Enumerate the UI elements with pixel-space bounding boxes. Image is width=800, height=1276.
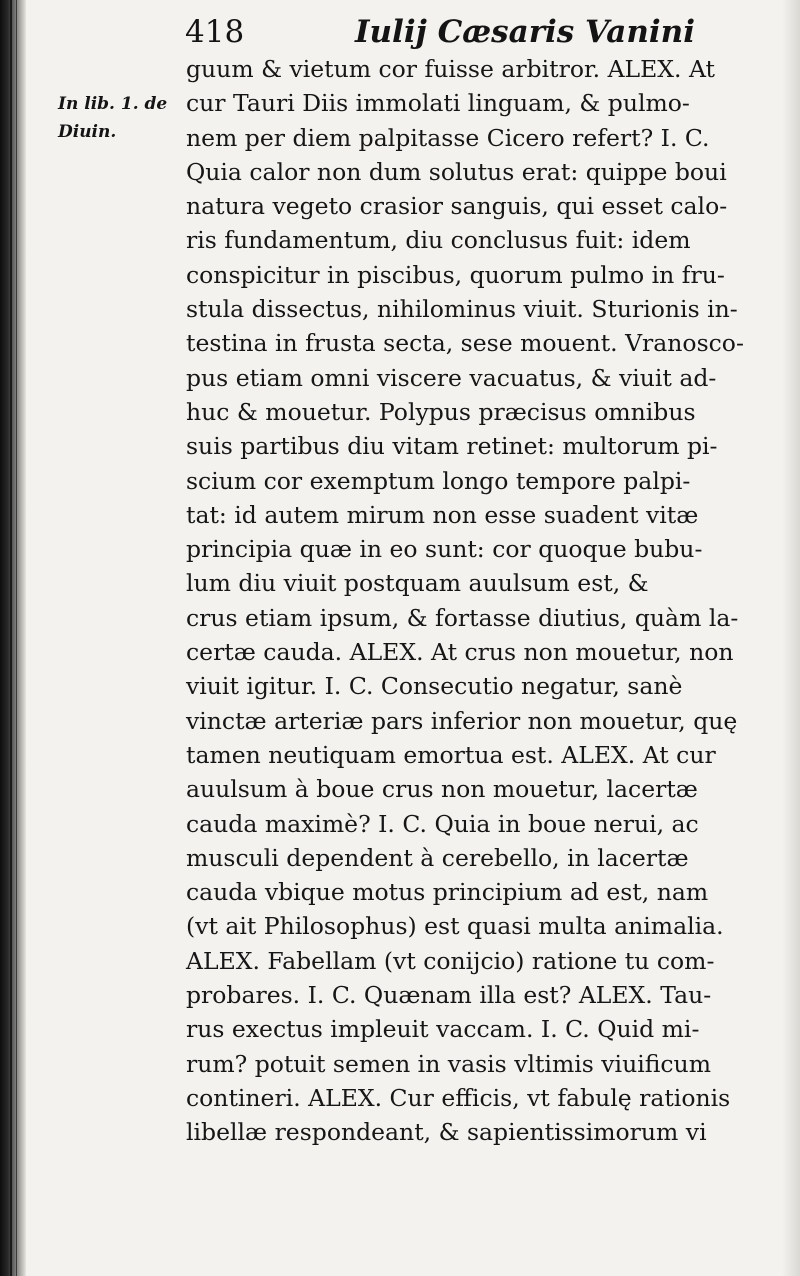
text-line: crus etiam ipsum, & fortasse diutius, quàm la- — [186, 603, 739, 632]
text-line: certæ cauda. ALEX. At crus non mouetur, non — [186, 638, 734, 667]
text-line: principia quæ in eo sunt: cor quoque bubu- — [186, 535, 703, 564]
text-line: libellæ respondeant, & sapientissimorum vi — [186, 1118, 707, 1147]
text-line: cur Tauri Diis immolati linguam, & pulmo- — [186, 89, 690, 118]
text-line: nem per diem palpitasse Cicero refert? I. C. — [186, 123, 710, 152]
text-line: tamen neutiquam emortua est. ALEX. At cur — [186, 740, 716, 769]
text-line: conspicitur in piscibus, quorum pulmo in fru- — [186, 260, 725, 289]
marginal-note-line: In lib. 1. de — [58, 94, 168, 114]
text-line: testina in frusta secta, sese mouent. Vranosco- — [186, 329, 744, 358]
text-line: contineri. ALEX. Cur efficis, vt fabulę rationis — [186, 1083, 731, 1112]
text-line: pus etiam omni viscere vacuatus, & viuit ad- — [186, 363, 717, 392]
text-line: vinctæ arteriæ pars inferior non mouetur, quę — [186, 706, 738, 735]
text-line: ALEX. Fabellam (vt conijcio) ratione tu com- — [186, 946, 715, 975]
text-line: lum diu viuit postquam auulsum est, & — [186, 569, 649, 598]
text-line: guum & vietum cor fuisse arbitror. ALEX. At — [186, 55, 715, 83]
text-line: scium cor exemptum longo tempore palpi- — [186, 466, 691, 495]
spine-edge-line — [16, 0, 17, 1276]
text-line: viuit igitur. I. C. Consecutio negatur, sanè — [186, 672, 683, 701]
text-line: auulsum à boue crus non mouetur, lacertæ — [186, 775, 698, 804]
text-line: probares. I. C. Quænam illa est? ALEX. Tau- — [186, 981, 712, 1010]
text-line: stula dissectus, nihilominus viuit. Sturionis in- — [186, 295, 738, 324]
text-line: cauda vbique motus principium ad est, nam — [186, 878, 709, 907]
text-line: rus exectus impleuit vaccam. I. C. Quid mi- — [186, 1015, 700, 1044]
text-line: suis partibus diu vitam retinet: multorum pi- — [186, 432, 718, 461]
marginal-note-line: Diuin. — [58, 122, 117, 142]
text-line: (vt ait Philosophus) est quasi multa animalia. — [186, 912, 724, 941]
text-line: cauda maximè? I. C. Quia in boue nerui, ac — [186, 809, 699, 838]
text-line: rum? potuit semen in vasis vltimis viuificum — [186, 1049, 711, 1078]
text-line: ris fundamentum, diu conclusus fuit: idem — [186, 226, 691, 255]
text-line: tat: id autem mirum non esse suadent vitæ — [186, 500, 699, 529]
text-line: natura vegeto crasior sanguis, qui esset calo- — [186, 192, 728, 221]
text-line: huc & mouetur. Polypus præcisus omnibus — [186, 397, 696, 426]
running-header — [185, 14, 705, 54]
page-number: 418 — [185, 14, 245, 50]
running-title: Iulij Cæsaris Vanini — [355, 14, 695, 50]
spine-edge-line — [10, 0, 12, 1276]
body-text — [186, 52, 786, 1150]
book-spine-shadow — [0, 0, 26, 1276]
marginal-note — [58, 90, 168, 146]
text-line: Quia calor non dum solutus erat: quippe boui — [186, 157, 727, 186]
text-line: musculi dependent à cerebello, in lacertæ — [186, 843, 689, 872]
